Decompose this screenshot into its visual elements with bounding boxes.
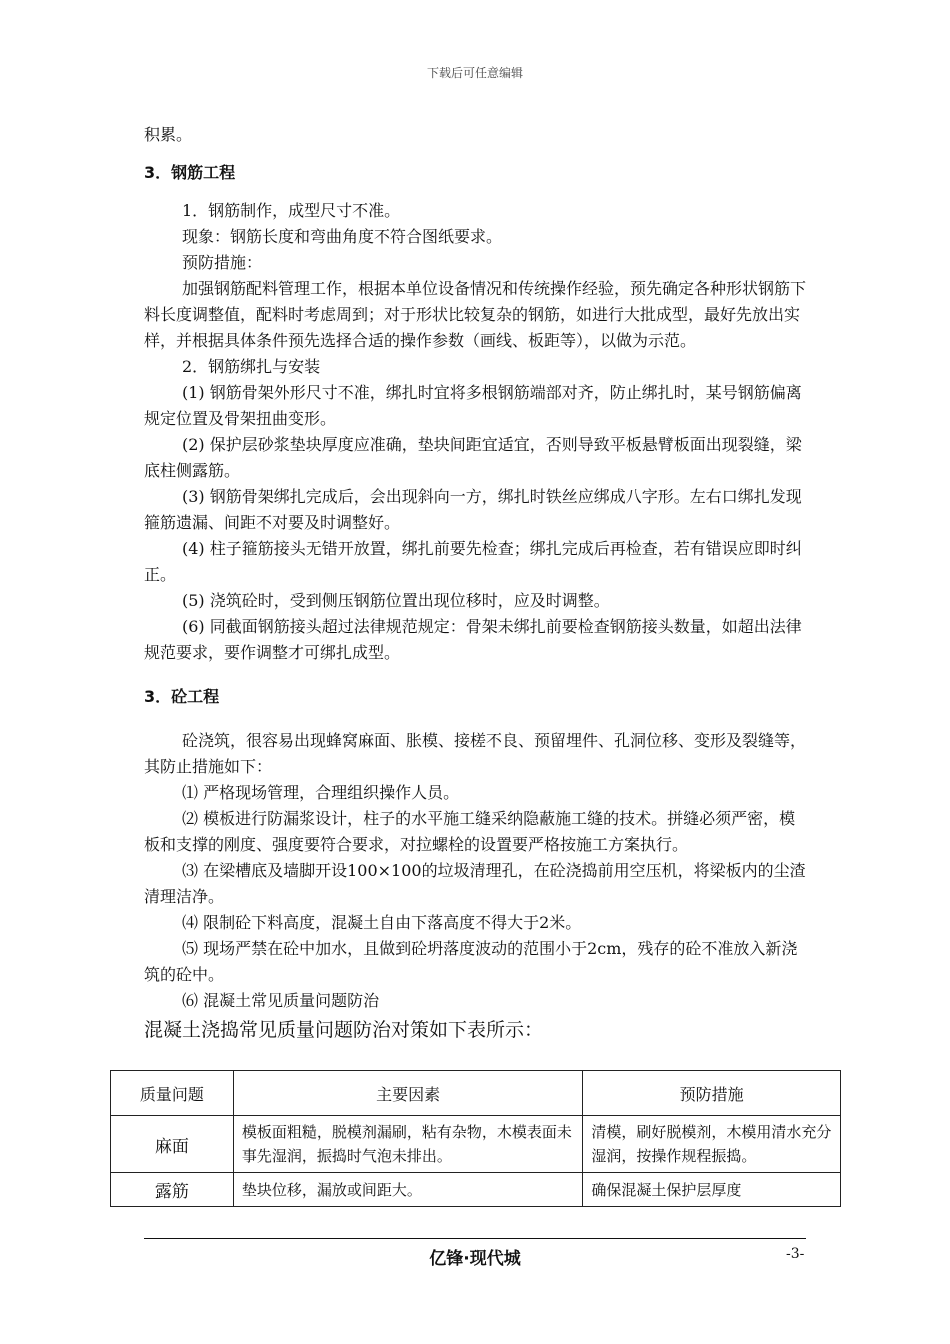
table-header-cell: 主要因素 bbox=[233, 1071, 582, 1116]
paragraph: ⑹ 混凝土常见质量问题防治 bbox=[182, 991, 380, 1010]
paragraph: (4) 柱子箍筋接头无错开放置，绑扎前要先检查；绑扎完成后再检查，若有错误应即时纠正。 bbox=[144, 539, 802, 584]
paragraph: 砼浇筑，很容易出现蜂窝麻面、胀模、接槎不良、预留埋件、孔洞位移、变形及裂缝等，其防止措施如下： bbox=[144, 731, 807, 776]
table-cell-issue: 麻面 bbox=[111, 1116, 234, 1173]
quality-issues-table bbox=[110, 1070, 841, 1207]
table-row bbox=[111, 1173, 841, 1207]
continued-text: 积累。 bbox=[144, 125, 193, 144]
document-body bbox=[144, 122, 806, 1044]
paragraph: (5) 浇筑砼时，受到侧压钢筋位置出现位移时，应及时调整。 bbox=[182, 591, 610, 610]
table-cell-cause: 垫块位移，漏放或间距大。 bbox=[233, 1173, 582, 1207]
table-cell-prevention: 确保混凝土保护层厚度 bbox=[583, 1173, 841, 1207]
paragraph: ⑷ 限制砼下料高度，混凝土自由下落高度不得大于2米。 bbox=[182, 913, 582, 932]
section-heading-concrete: 3．砼工程 bbox=[144, 687, 220, 706]
paragraph: ⑸ 现场严禁在砼中加水，且做到砼坍落度波动的范围小于2cm，残存的砼不准放入新浇筑的砼中。 bbox=[144, 939, 798, 984]
table-cell-prevention: 清模，刷好脱模剂，木模用清水充分湿润，按操作规程振捣。 bbox=[583, 1116, 841, 1173]
table-intro: 混凝土浇捣常见质量问题防治对策如下表所示： bbox=[144, 1019, 544, 1041]
table-cell-issue: 露筋 bbox=[111, 1173, 234, 1207]
table-header-row bbox=[111, 1071, 841, 1116]
table-cell-cause: 模板面粗糙，脱模剂漏刷，粘有杂物，木模表面未事先湿润，振捣时气泡未排出。 bbox=[233, 1116, 582, 1173]
table-row bbox=[111, 1116, 841, 1173]
paragraph: (6) 同截面钢筋接头超过法律规范规定：骨架未绑扎前要检查钢筋接头数量，如超出法律规范要求，要作调整才可绑扎成型。 bbox=[144, 617, 802, 662]
paragraph: 加强钢筋配料管理工作，根据本单位设备情况和传统操作经验，预先确定各种形状钢筋下料长度调整值，配料时考虑周到；对于形状比较复杂的钢筋，如进行大批成型，最好先放出实样，并根据具体条件预先选择合适的操作参数（画线、板距等），以做为示范。 bbox=[144, 279, 807, 350]
paragraph: (2) 保护层砂浆垫块厚度应准确，垫块间距宜适宜，否则导致平板悬臂板面出现裂缝，梁底柱侧露筋。 bbox=[144, 435, 802, 480]
paragraph: ⑵ 模板进行防漏浆设计，柱子的水平施工缝采纳隐蔽施工缝的技术。拼缝必须严密，模板和支撑的刚度、强度要符合要求，对拉螺栓的设置要严格按施工方案执行。 bbox=[144, 809, 796, 854]
footer-brand: 亿锋·现代城 bbox=[429, 1249, 521, 1269]
paragraph: ⑶ 在梁槽底及墙脚开设100×100的垃圾清理孔，在砼浇捣前用空压机，将梁板内的尘渣清理洁净。 bbox=[144, 861, 806, 906]
paragraph: 1．钢筋制作，成型尺寸不准。 bbox=[182, 201, 401, 220]
table-header-cell: 预防措施 bbox=[583, 1071, 841, 1116]
footer-divider bbox=[144, 1238, 806, 1239]
paragraph: 现象：钢筋长度和弯曲角度不符合图纸要求。 bbox=[182, 227, 503, 246]
page-header-note: 下载后可任意编辑 bbox=[426, 66, 523, 80]
table-header-cell: 质量问题 bbox=[111, 1071, 234, 1116]
paragraph: ⑴ 严格现场管理，合理组织操作人员。 bbox=[182, 783, 460, 802]
paragraph: 2．钢筋绑扎与安装 bbox=[182, 357, 321, 376]
paragraph: (1) 钢筋骨架外形尺寸不准，绑扎时宜将多根钢筋端部对齐，防止绑扎时，某号钢筋偏离规定位置及骨架扭曲变形。 bbox=[144, 383, 802, 428]
paragraph: (3) 钢筋骨架绑扎完成后，会出现斜向一方，绑扎时铁丝应绑成八字形。左右口绑扎发现箍筋遗漏、间距不对要及时调整好。 bbox=[144, 487, 802, 532]
section-heading-rebar: 3．钢筋工程 bbox=[144, 163, 236, 182]
page-number: -3- bbox=[786, 1246, 805, 1262]
paragraph: 预防措施： bbox=[182, 253, 263, 272]
